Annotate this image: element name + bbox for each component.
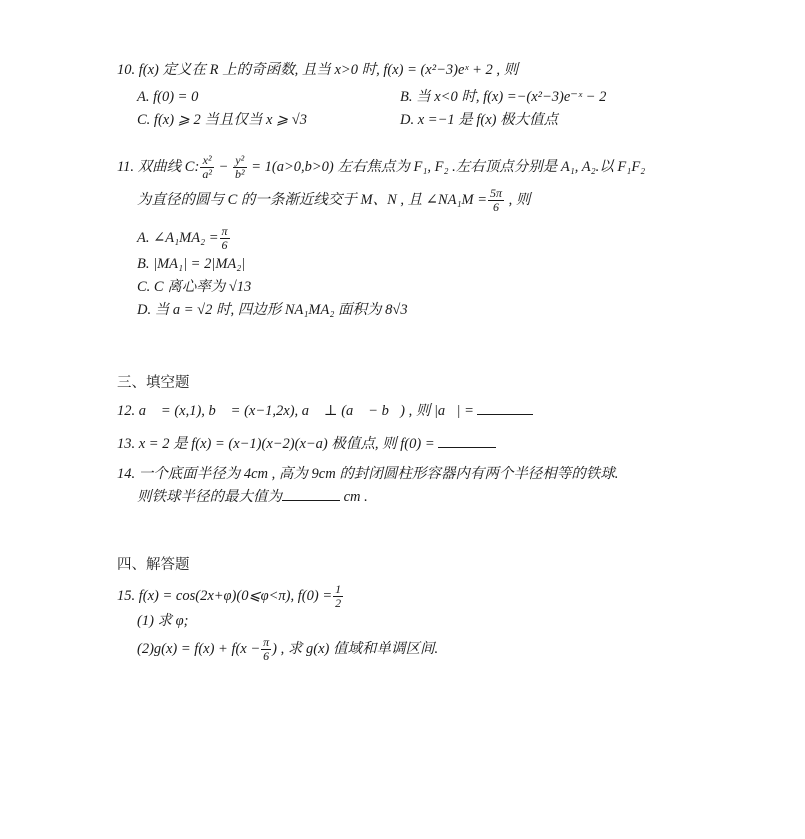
q10-option-b: B. 当 x<0 时, f(x) =−(x²−3)e⁻ˣ − 2 [400, 89, 607, 105]
q11-line2-num: 5π [490, 186, 503, 201]
q11-optA-fraction [220, 225, 230, 252]
q11-minus: − [214, 159, 232, 175]
q11-frac1-den: a² [202, 167, 212, 182]
section-fill-in-title: 三、填空题 [117, 375, 190, 391]
q11-option-a [137, 222, 231, 254]
q10-option-a: A. f(0) = 0 [137, 89, 199, 105]
q13-answer-blank[interactable] [438, 433, 496, 448]
q11-option-c: C. C 离心率为 √13 [137, 279, 252, 295]
q11-angle-fraction [488, 187, 504, 214]
q11-stem [117, 150, 645, 184]
q14-line1: 14. 一个底面半径为 4cm , 高为 9cm 的封闭圆柱形容器内有两个半径相等的铁球. [117, 466, 619, 482]
q15-stem [117, 580, 344, 612]
q11-stem-post: = 1(a>0,b>0) 左右焦点为 F₁, F₂ .左右顶点分别是 A₁, A₂.以 F₁F₂ [247, 159, 646, 175]
q15-part2-num: π [263, 635, 270, 650]
q10-option-c: C. f(x) ⩾ 2 当且仅当 x ⩾ √3 [137, 112, 307, 128]
q14-line2-post: cm . [340, 489, 368, 505]
q11-line2-pre: 为直径的圆与 C 的一条渐近线交于 M、N , 且 ∠NA₁M = [137, 192, 488, 208]
q11-frac1-num: x² [200, 154, 214, 168]
q15-stem-fraction [333, 583, 343, 610]
q11-fraction-y [233, 154, 247, 181]
q11-optA-den: 6 [221, 238, 228, 253]
q11-fraction-x [200, 154, 214, 181]
q11-line2 [137, 183, 530, 217]
q11-line2-den: 6 [493, 200, 500, 215]
q12 [117, 400, 533, 421]
q14-line2-pre: 则铁球半径的最大值为 [137, 489, 282, 505]
q14-answer-blank[interactable] [282, 486, 340, 501]
q13-text: 13. x = 2 是 f(x) = (x−1)(x−2)(x−a) 极值点, 则 f(0) = [117, 436, 435, 452]
q11-optA-pre: A. ∠A₁MA₂ = [137, 230, 219, 246]
q15-part2-pre: (2)g(x) = f(x) + f(x − [137, 641, 261, 657]
q11-line2-post: , 则 [505, 192, 531, 208]
q15-stem-num: 1 [335, 582, 342, 597]
q11-option-d: D. 当 a = √2 时, 四边形 NA₁MA₂ 面积为 8√3 [137, 302, 408, 318]
q15-stem-den: 2 [335, 596, 342, 611]
q14-line2 [137, 486, 368, 507]
q13 [117, 433, 496, 454]
q11-optA-num: π [221, 224, 228, 239]
q11-stem-pre: 11. 双曲线 C: [117, 159, 200, 175]
q10-stem: 10. f(x) 定义在 R 上的奇函数, 且当 x>0 时, f(x) = (x²−3)eˣ + 2 , 则 [117, 62, 519, 78]
q11-option-b: B. |MA₁| = 2|MA₂| [137, 256, 246, 272]
q12-text: 12. a⃗ = (x,1), b⃗ = (x−1,2x), a⃗ ⊥ (a⃗ − b⃗) , 则 |a⃗| = [117, 403, 474, 419]
q15-part2-post: ) , 求 g(x) 值域和单调区间. [272, 641, 439, 657]
q15-part2 [137, 632, 438, 666]
q15-part2-den: 6 [263, 649, 270, 664]
q12-answer-blank[interactable] [477, 400, 533, 415]
q10-option-d: D. x =−1 是 f(x) 极大值点 [400, 112, 559, 128]
q11-frac2-num: y² [233, 154, 247, 168]
q15-part2-fraction [261, 636, 271, 663]
q15-stem-pre: 15. f(x) = cos(2x+φ)(0⩽φ<π), f(0) = [117, 588, 333, 604]
q11-frac2-den: b² [234, 167, 245, 182]
q15-part1: (1) 求 φ; [137, 613, 189, 629]
section-answer-title: 四、解答题 [117, 557, 190, 573]
